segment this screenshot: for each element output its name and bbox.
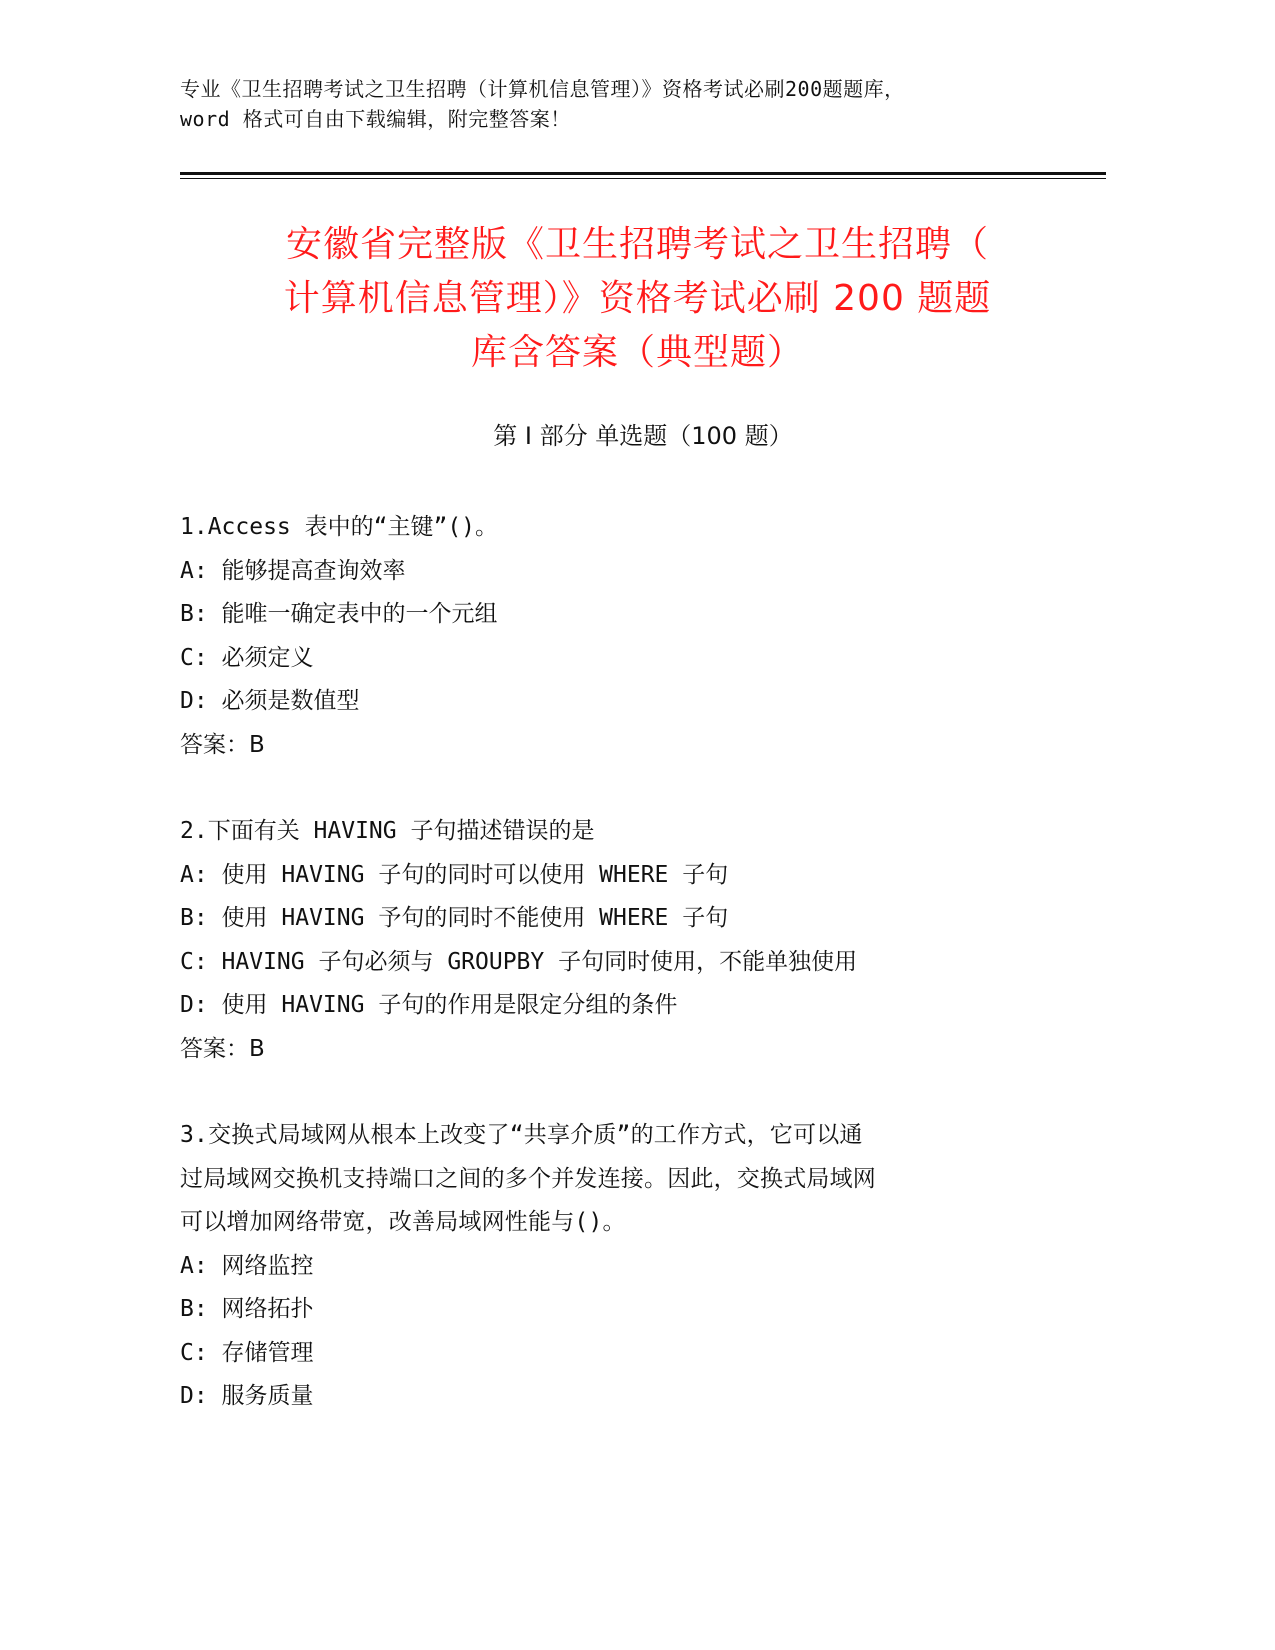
option-a: A: 使用 HAVING 子句的同时可以使用 WHERE 子句 (180, 861, 729, 888)
question-stem: 2.下面有关 HAVING 子句描述错误的是 (180, 818, 595, 844)
header-divider-thin (180, 178, 1106, 179)
question-stem-line-3: 可以增加网络带宽，改善局域网性能与()。 (180, 1209, 626, 1235)
answer: 答案：B (180, 731, 265, 758)
question-2 (180, 810, 1030, 1071)
question-1 (180, 506, 1030, 767)
section-heading: 第 I 部分 单选题（100 题） (493, 422, 793, 450)
answer: 答案：B (180, 1035, 265, 1062)
document-title (170, 218, 1105, 380)
header-note-line-1: 专业《卫生招聘考试之卫生招聘（计算机信息管理）》资格考试必刷200题题库， (180, 77, 905, 101)
header-divider-thick (180, 172, 1106, 175)
document-title-line-3: 库含答案（典型题） (470, 332, 804, 373)
option-a: A: 能够提高查询效率 (180, 557, 406, 584)
document-title-line-2: 计算机信息管理）》资格考试必刷 200 题题 (283, 278, 992, 319)
option-b: B: 网络拓扑 (180, 1296, 314, 1322)
option-b: B: 能唯一确定表中的一个元组 (180, 601, 498, 627)
question-3 (180, 1114, 1030, 1419)
option-b: B: 使用 HAVING 予句的同时不能使用 WHERE 子句 (180, 905, 729, 931)
option-c: C: 存储管理 (180, 1339, 314, 1366)
question-stem-line-1: 3.交换式局域网从根本上改变了“共享介质”的工作方式，它可以通 (180, 1122, 863, 1148)
question-stem-line-2: 过局域网交换机支持端口之间的多个并发连接。因此，交换式局域网 (180, 1165, 876, 1192)
option-c: C: 必须定义 (180, 644, 314, 671)
option-d: D: 服务质量 (180, 1383, 314, 1409)
question-stem: 1.Access 表中的“主键”()。 (180, 514, 499, 540)
header-note (180, 74, 1100, 134)
option-a: A: 网络监控 (180, 1252, 314, 1279)
option-d: D: 必须是数值型 (180, 688, 360, 714)
option-d: D: 使用 HAVING 子句的作用是限定分组的条件 (180, 992, 678, 1018)
option-c: C: HAVING 子句必须与 GROUPBY 子句同时使用，不能单独使用 (180, 948, 858, 975)
header-note-line-2: word 格式可自由下载编辑，附完整答案！ (180, 107, 571, 131)
document-title-line-1: 安徽省完整版《卫生招聘考试之卫生招聘（ (285, 224, 989, 265)
question-list (180, 506, 1030, 1462)
